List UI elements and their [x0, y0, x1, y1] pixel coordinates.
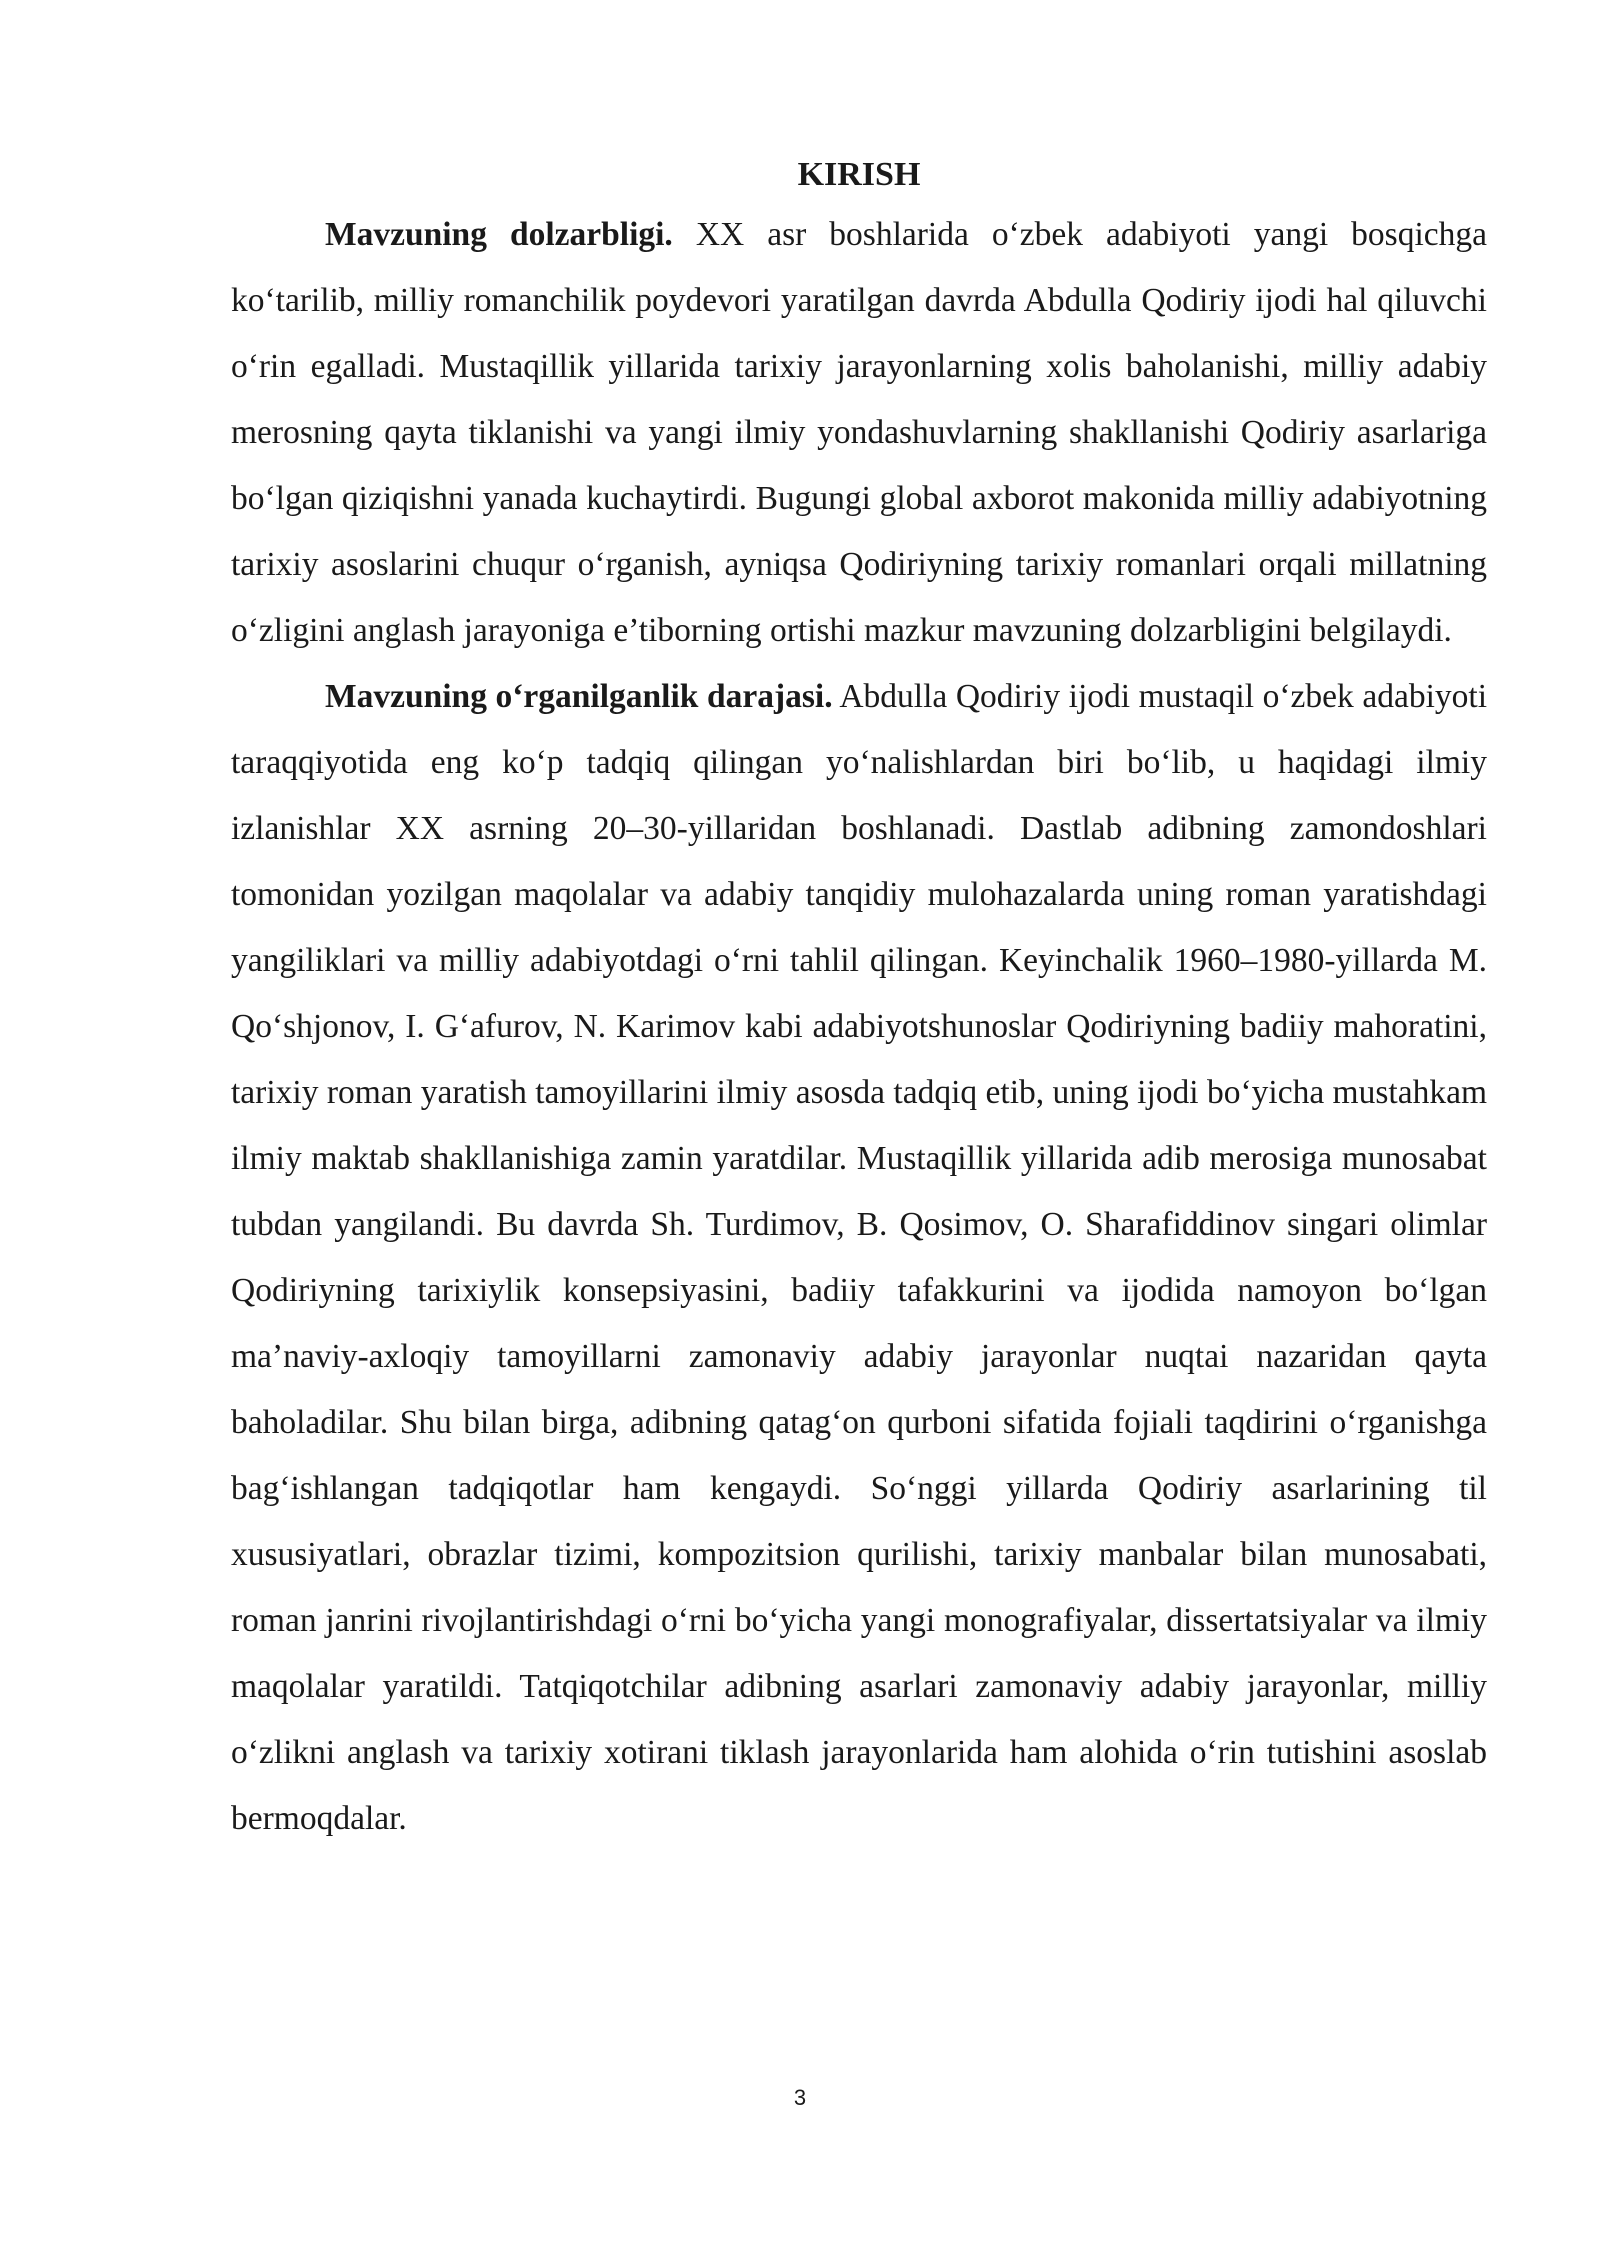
- section-heading: KIRISH: [797, 156, 921, 193]
- paragraph-body: XX asr boshlarida o‘zbek adabiyoti yangi bosqichga ko‘tarilib, milliy romanchilik poydevori yaratilgan davrda Abdulla Qodiriy ijodi hal qiluvchi o‘rin egalladi. Mustaqillik yillarida tarixiy jarayonlarning xolis baholanishi, milliy adabiy merosning qayta tiklanishi va yangi ilmiy yondashuvlarning shakllanishi Qodiriy asarlariga bo‘lgan qiziqishni yanada kuchaytirdi. Bugungi global axborot makonida milliy adabiyotning tarixiy asoslarini chuqur o‘rganish, ayniqsa Qodiriyning tarixiy romanlari orqali millatning o‘zligini anglash jarayoniga e’tiborning ortishi mazkur mavzuning dolzarbligini belgilaydi.: [231, 216, 1487, 649]
- paragraph-lead: Mavzuning dolzarbligi.: [325, 216, 673, 253]
- paragraph-lead: Mavzuning o‘rganilganlik darajasi.: [325, 678, 833, 715]
- paragraph-study-level: [231, 664, 1487, 1852]
- page-number: 3: [793, 2085, 807, 2110]
- page-content: [231, 150, 1487, 1852]
- paragraph-relevance: [231, 202, 1487, 664]
- paragraph-body: Abdulla Qodiriy ijodi mustaqil o‘zbek adabiyoti taraqqiyotida eng ko‘p tadqiq qilingan yo‘nalishlardan biri bo‘lib, u haqidagi ilmiy izlanishlar XX asrning 20–30-yillaridan boshlanadi. Dastlab adibning zamondoshlari tomonidan yozilgan maqolalar va adabiy tanqidiy mulohazalarda uning roman yaratishdagi yangiliklari va milliy adabiyotdagi o‘rni tahlil qilingan. Keyinchalik 1960–1980-yillarda M. Qo‘shjonov, I. G‘afurov, N. Karimov kabi adabiyotshunoslar Qodiriyning badiiy mahoratini, tarixiy roman yaratish tamoyillarini ilmiy asosda tadqiq etib, uning ijodi bo‘yicha mustahkam ilmiy maktab shakllanishiga zamin yaratdilar. Mustaqillik yillarida adib merosiga munosabat tubdan yangilandi. Bu davrda Sh. Turdimov, B. Qosimov, O. Sharafiddinov singari olimlar Qodiriyning tarixiylik konsepsiyasini, badiiy tafakkurini va ijodida namoyon bo‘lgan ma’naviy-axloqiy tamoyillarni zamonaviy adabiy jarayonlar nuqtai nazaridan qayta baholadilar. Shu bilan birga, adibning qatag‘on qurboni sifatida fojiali taqdirini o‘rganishga bag‘ishlangan tadqiqotlar ham kengaydi. So‘nggi yillarda Qodiriy asarlarining til xususiyatlari, obrazlar tizimi, kompozitsion qurilishi, tarixiy manbalar bilan munosabati, roman janrini rivojlantirishdagi o‘rni bo‘yicha yangi monografiyalar, dissertatsiyalar va ilmiy maqolalar yaratildi. Tatqiqotchilar adibning asarlari zamonaviy adabiy jarayonlar, milliy o‘zlikni anglash va tarixiy xotirani tiklash jarayonlarida ham alohida o‘rin tutishini asoslab bermoqdalar.: [231, 678, 1488, 1837]
